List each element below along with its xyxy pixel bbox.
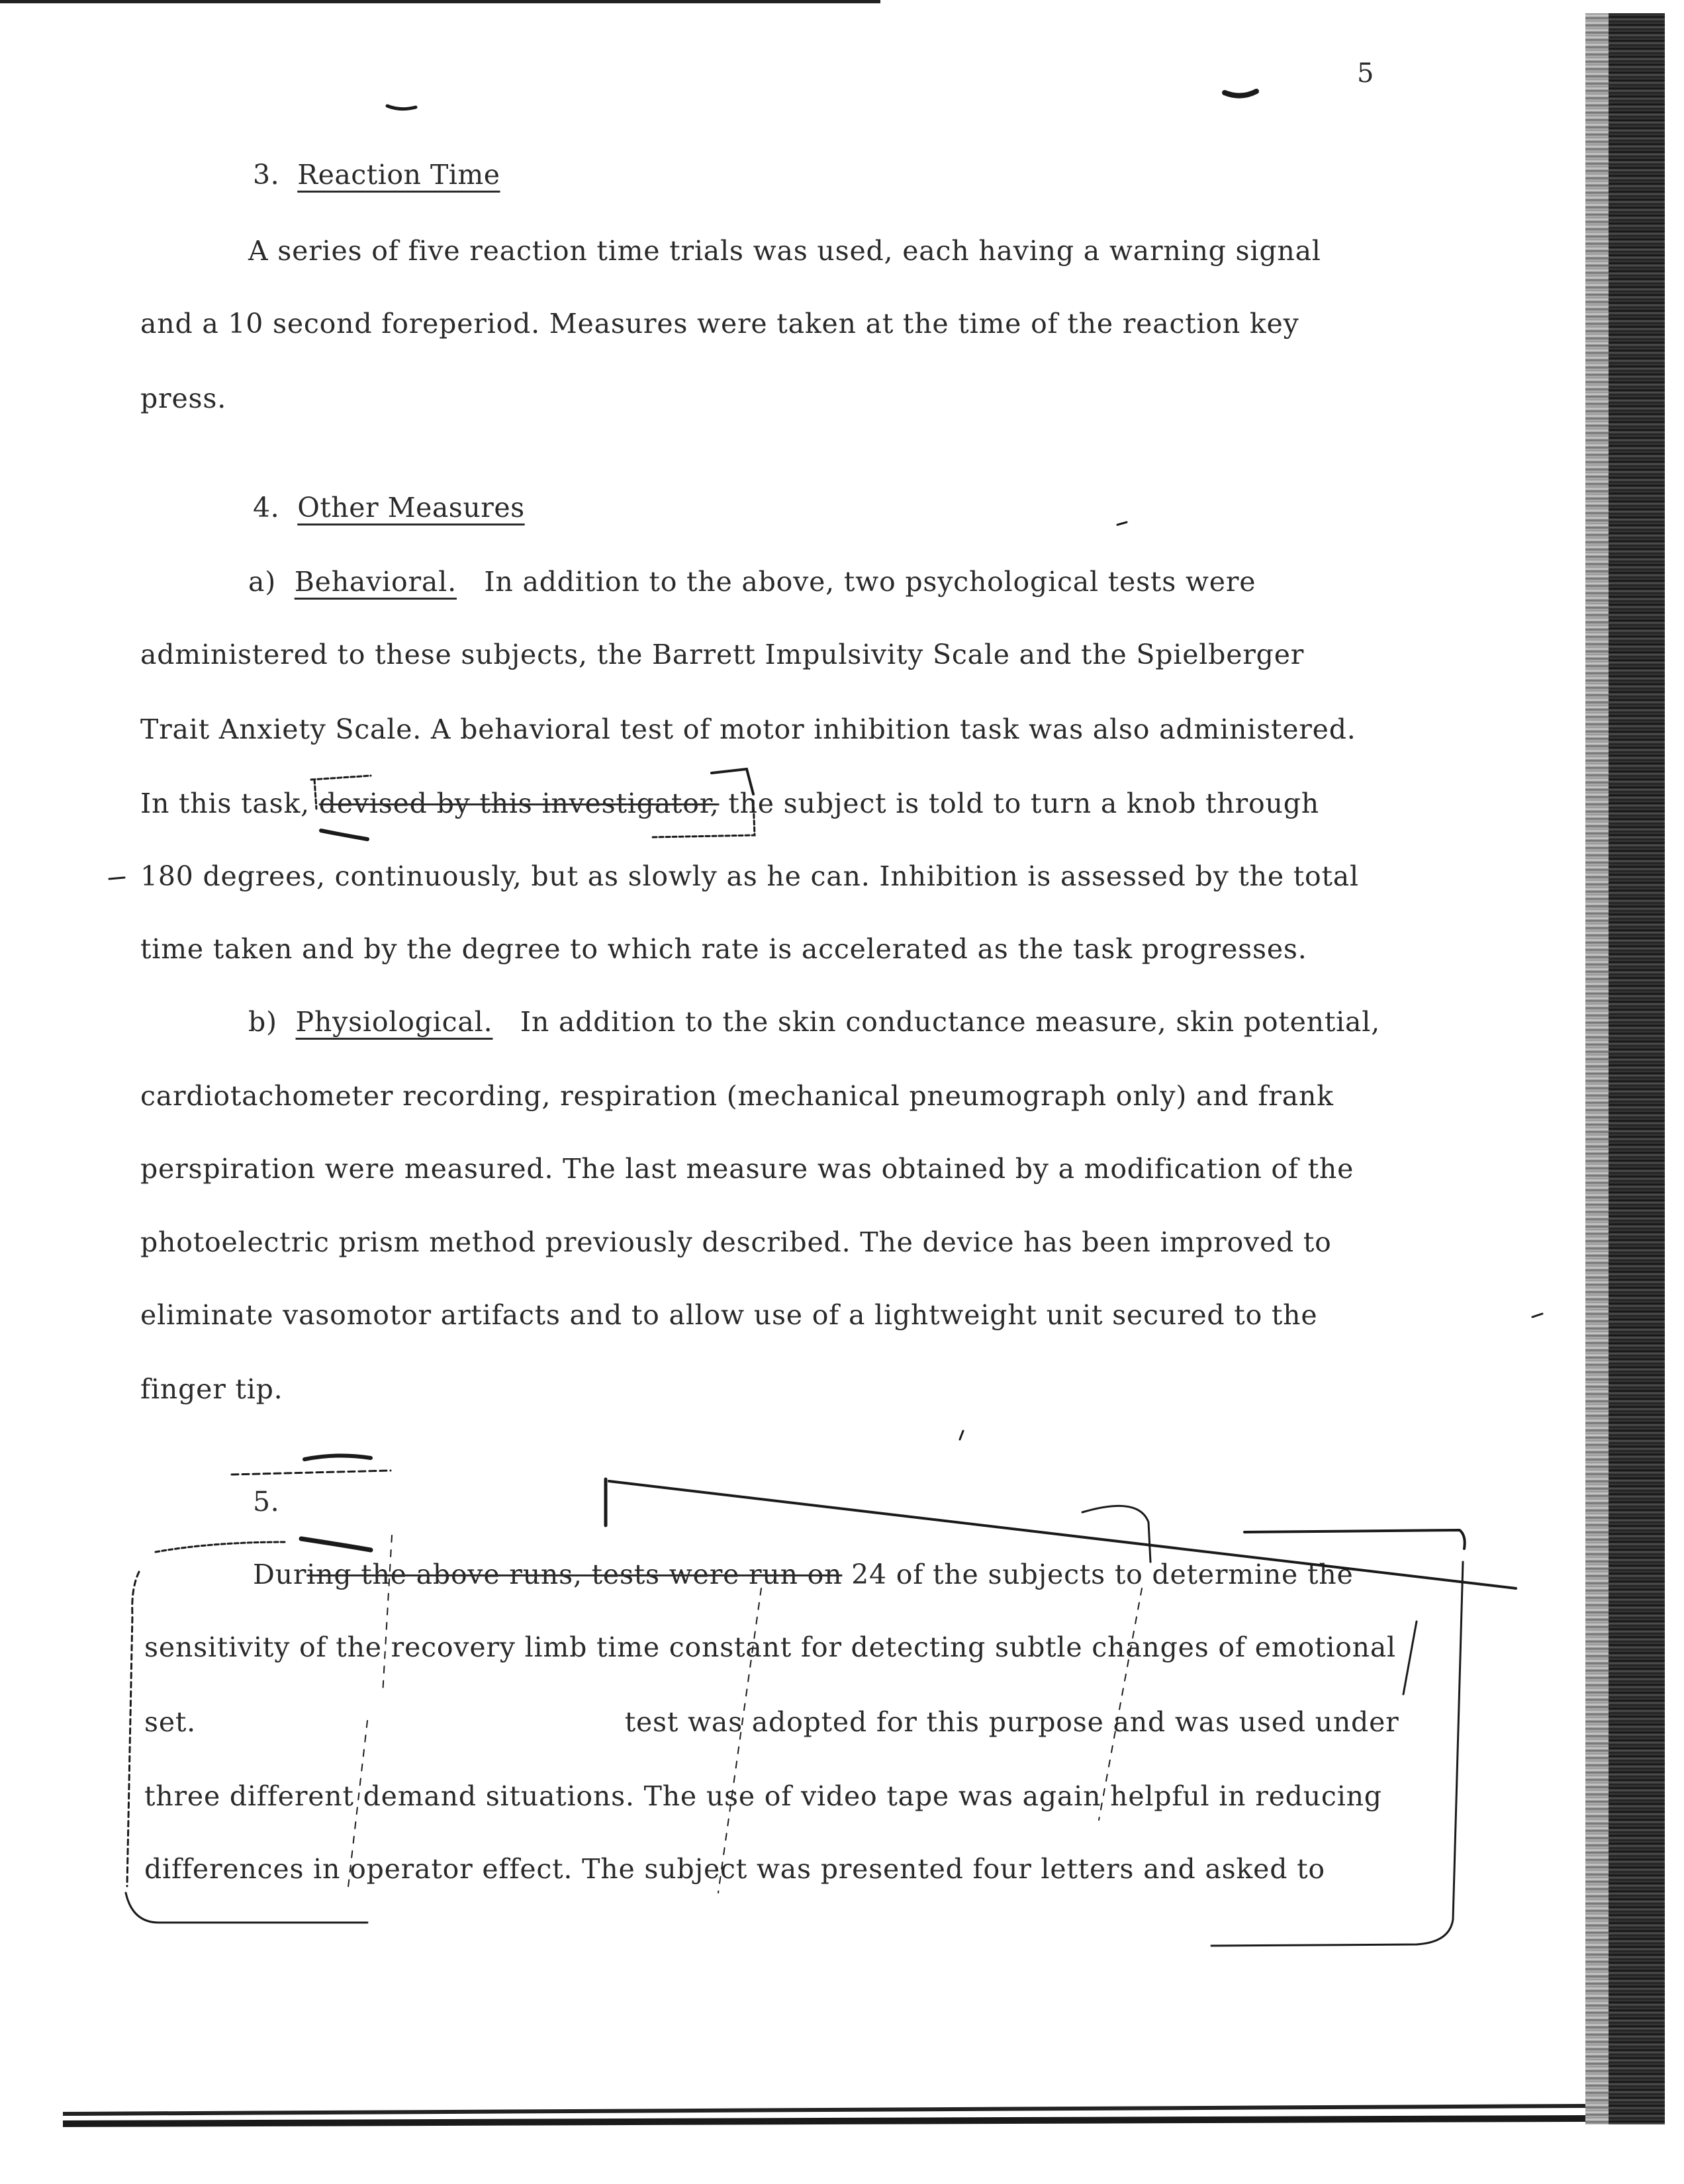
paragraph-line: finger tip.: [140, 1373, 283, 1405]
item-label: b): [248, 1006, 277, 1038]
paragraph-line: 180 degrees, continuously, but as slowly as he can. Inhibition is assessed by the total: [140, 860, 1359, 892]
page-number: 5: [1357, 58, 1374, 89]
paragraph-line: Trait Anxiety Scale. A behavioral test of motor inhibition task was also administered.: [140, 713, 1356, 745]
item-title: Physiological.: [295, 1006, 493, 1038]
box-mark: [126, 1893, 367, 1923]
box-mark: [609, 1481, 1516, 1588]
box-mark: [301, 1539, 371, 1550]
item-text: In addition to the above, two psychological tests were: [484, 566, 1256, 598]
margin-tick: [109, 878, 124, 879]
paragraph-line: cardiotachometer recording, respiration (mechanical pneumograph only) and frank: [140, 1080, 1334, 1112]
slash-mark: [383, 1535, 392, 1694]
item-label: a): [248, 566, 277, 598]
bracket-mark: [311, 776, 371, 780]
text-run: In this task,: [140, 788, 310, 819]
box-mark: [304, 1455, 371, 1459]
section-number: 4.: [253, 492, 280, 523]
stray-mark: [387, 106, 416, 109]
text-run: 24 of the subjects to determine the: [851, 1559, 1354, 1590]
text-run: the subject is told to turn a knob through: [728, 788, 1319, 819]
section-title: Other Measures: [297, 492, 525, 523]
paragraph-line: time taken and by the degree to which rate is accelerated as the task progresses.: [140, 933, 1307, 965]
slash-mark: [718, 1588, 761, 1893]
paragraph-line: three different demand situations. The use of video tape was again helpful in reducing: [144, 1780, 1382, 1812]
section-number: 3.: [253, 159, 280, 191]
stray-mark: [1532, 1314, 1542, 1317]
bracket-mark: [321, 831, 367, 839]
slash-mark: [1403, 1621, 1417, 1694]
stray-mark: [960, 1431, 963, 1439]
bracket-mark: [652, 801, 755, 837]
text-run: Dur: [253, 1559, 307, 1590]
box-mark: [127, 1572, 139, 1886]
bracket-mark: [712, 769, 753, 794]
paragraph-line: differences in operator effect. The subject was presented four letters and asked to: [144, 1853, 1325, 1885]
stray-mark: [1225, 91, 1256, 96]
paragraph-line: administered to these subjects, the Barrett Impulsivity Scale and the Spielberger: [140, 639, 1305, 670]
paragraph-line: A series of five reaction time trials was used, each having a warning signal: [248, 235, 1321, 267]
section-title: Reaction Time: [297, 159, 500, 191]
item-title: Behavioral.: [294, 566, 457, 598]
struck-text: devised by this investigator,: [318, 788, 720, 819]
struck-text: ing the above runs, tests were run on: [306, 1559, 843, 1590]
box-mark: [1211, 1562, 1463, 1946]
box-mark: [1244, 1530, 1465, 1549]
paragraph-line: photoelectric prism method previously described. The device has been improved to: [140, 1226, 1332, 1258]
box-mark: [156, 1542, 285, 1552]
item-text: In addition to the skin conductance measure, skin potential,: [520, 1006, 1381, 1038]
section-number: 5.: [253, 1486, 280, 1518]
slash-mark: [348, 1721, 367, 1893]
bracket-mark: [314, 780, 316, 809]
paragraph-line: sensitivity of the recovery limb time constant for detecting subtle changes of emotional: [144, 1631, 1396, 1663]
text-run: set.: [144, 1706, 197, 1738]
paragraph-line: eliminate vasomotor artifacts and to allow use of a lightweight unit secured to the: [140, 1299, 1318, 1331]
box-mark: [232, 1471, 391, 1475]
text-run: test was adopted for this purpose and was used under: [624, 1706, 1399, 1738]
paragraph-line: and a 10 second foreperiod. Measures were taken at the time of the reaction key: [140, 308, 1299, 340]
box-mark: [1082, 1506, 1150, 1562]
paragraph-line: perspiration were measured. The last measure was obtained by a modification of the: [140, 1153, 1354, 1185]
paragraph-line: press.: [140, 383, 227, 414]
stray-mark: [1117, 522, 1127, 525]
slash-mark: [1099, 1588, 1142, 1820]
